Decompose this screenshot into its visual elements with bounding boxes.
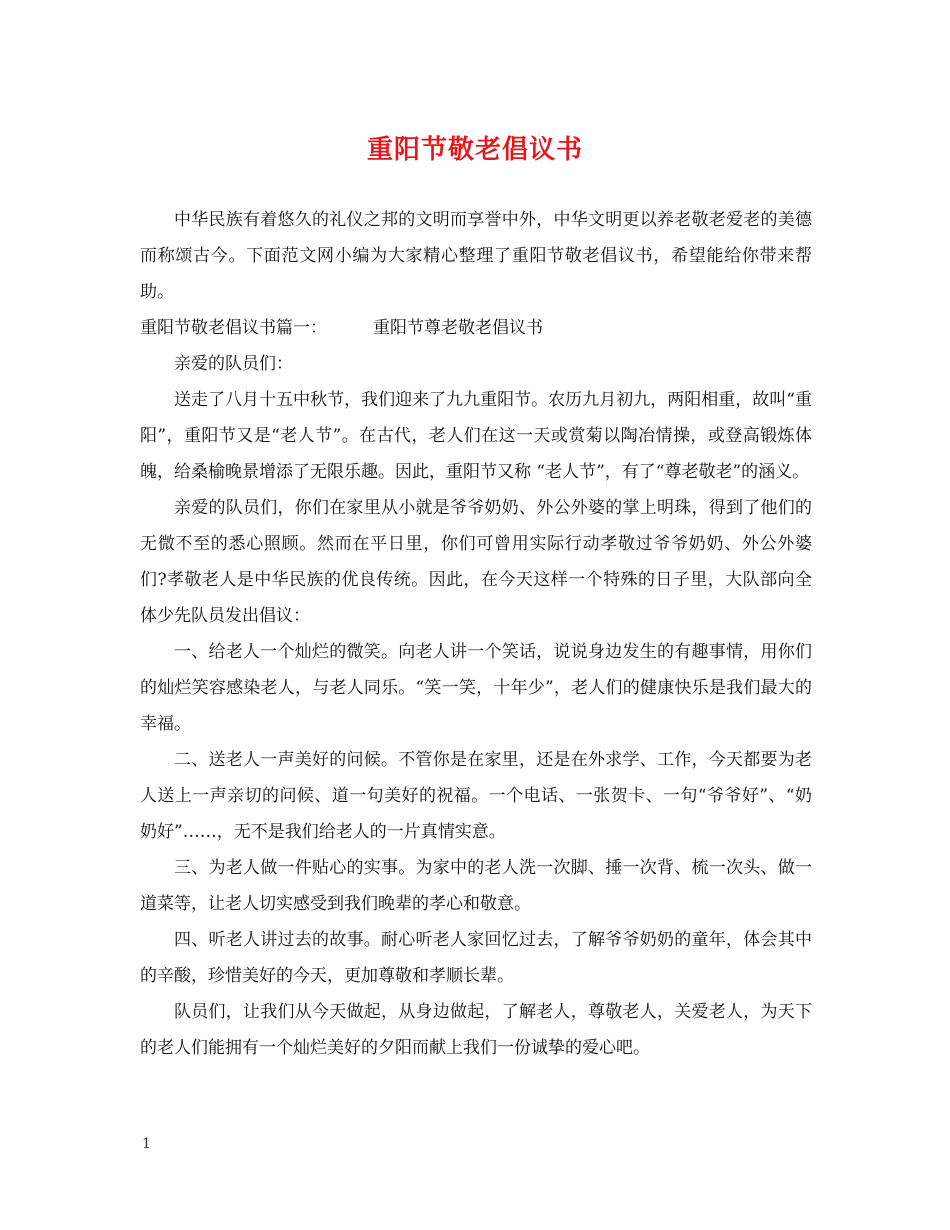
body-paragraph-1: 送走了八月十五中秋节，我们迎来了九九重阳节。农历九月初九，两阳相重，故叫“重阳”，重阳节又是“老人节”。在古代，老人们在这一天或赏菊以陶冶情操，或登高锻炼体魄，给桑榆晚景增添了无限乐趣。因此，重阳节又称 “老人节”，有了“尊老敬老”的涵义。: [140, 390, 812, 482]
closing-paragraph: 队员们，让我们从今天做起，从身边做起，了解老人，尊敬老人，关爱老人，为天下的老人们能拥有一个灿烂美好的夕阳而献上我们一份诚挚的爱心吧。: [140, 1002, 812, 1058]
section-label: 重阳节敬老倡议书篇一：: [140, 318, 327, 338]
section-title: 重阳节尊老敬老倡议书: [373, 318, 543, 338]
document-title: 重阳节敬老倡议书: [366, 135, 583, 165]
body-paragraph-2: 亲爱的队员们，你们在家里从小就是爷爷奶奶、外公外婆的掌上明珠，得到了他们的无微不至的悉心照顾。然而在平日里，你们可曾用实际行动孝敬过爷爷奶奶、外公外婆们?孝敬老人是中华民族的优良传统。因此，在今天这样一个特殊的日子里，大队部向全体少先队员发出倡议：: [140, 498, 812, 626]
page-number: 1: [142, 1136, 151, 1152]
proposal-item-1: 一、给老人一个灿烂的微笑。向老人讲一个笑话，说说身边发生的有趣事情，用你们的灿烂笑容感染老人，与老人同乐。“笑一笑，十年少”，老人们的健康快乐是我们最大的幸福。: [140, 642, 812, 734]
intro-paragraph: 中华民族有着悠久的礼仪之邦的文明而享誉中外，中华文明更以养老敬老爱老的美德而称颂古今。下面范文网小编为大家精心整理了重阳节敬老倡议书，希望能给你带来帮助。: [140, 210, 812, 302]
salutation: 亲爱的队员们：: [174, 354, 293, 374]
proposal-item-4: 四、听老人讲过去的故事。耐心听老人家回忆过去，了解爷爷奶奶的童年，体会其中的辛酸，珍惜美好的今天，更加尊敬和孝顺长辈。: [140, 930, 812, 986]
document-body: [140, 202, 812, 1066]
section-heading: [140, 310, 812, 346]
proposal-item-3: 三、为老人做一件贴心的实事。为家中的老人洗一次脚、捶一次背、梳一次头、做一道菜等，让老人切实感受到我们晚辈的孝心和敬意。: [140, 858, 812, 914]
proposal-item-2: 二、送老人一声美好的问候。不管你是在家里，还是在外求学、工作，今天都要为老人送上一声亲切的问候、道一句美好的祝福。一个电话、一张贺卡、一句“爷爷好”、“奶奶好”……，无不是我们给老人的一片真情实意。: [140, 750, 812, 842]
